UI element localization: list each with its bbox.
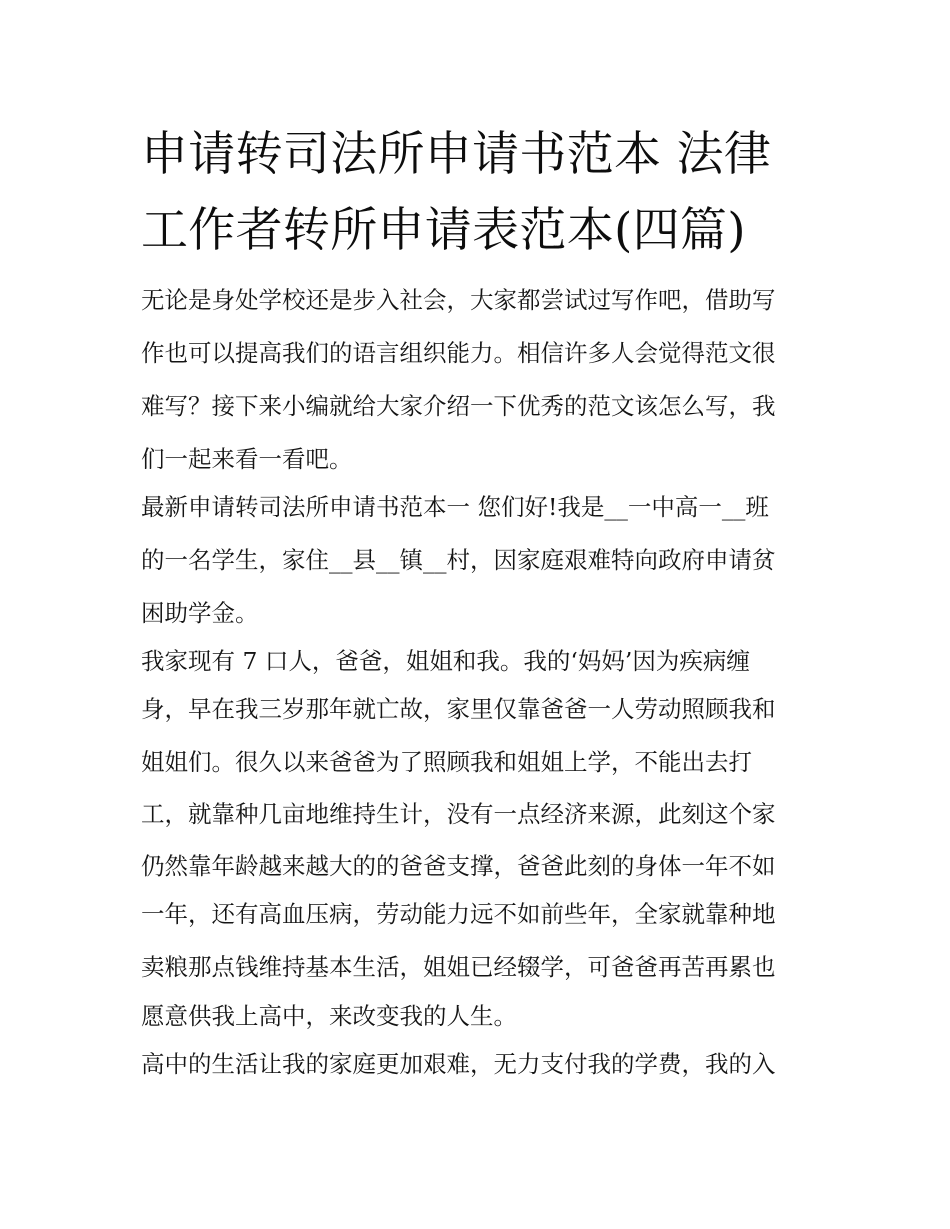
document-title <box>141 117 821 269</box>
body-line: 身，早在我三岁那年就亡故，家里仅靠爸爸一人劳动照顾我和 <box>141 695 776 723</box>
body-line: 仍然靠年龄越来越大的的爸爸支撑，爸爸此刻的身体一年不如 <box>141 852 776 880</box>
body-line: 姐姐们。很久以来爸爸为了照顾我和姐姐上学，不能出去打 <box>141 748 752 776</box>
body-line: 最新申请转司法所申请书范本一 您们好!我是__一中高一__班 <box>141 493 769 521</box>
body-line: 困助学金。 <box>141 599 259 627</box>
title-line-2: 工作者转所申请表范本(四篇) <box>141 203 746 258</box>
body-line: 卖粮那点钱维持基本生活，姐姐已经辍学，可爸爸再苦再累也 <box>141 953 776 981</box>
body-line: 我家现有 7 口人，爸爸，姐姐和我。我的‘妈妈’因为疾病缠 <box>141 647 750 675</box>
title-line-1: 申请转司法所申请书范本 法律 <box>141 127 772 182</box>
body-line: 无论是身处学校还是步入社会，大家都尝试过写作吧，借助写 <box>141 286 776 314</box>
body-line: 工，就靠种几亩地维持生计，没有一点经济来源，此刻这个家 <box>141 800 776 828</box>
body-line: 难写？接下来小编就给大家介绍一下优秀的范文该怎么写，我 <box>141 392 776 420</box>
body-line: 一年，还有高血压病，劳动能力远不如前些年，全家就靠种地 <box>141 900 776 928</box>
body-line: 的一名学生，家住__县__镇__村，因家庭艰难特向政府申请贫 <box>141 546 776 574</box>
body-line: 愿意供我上高中，来改变我的人生。 <box>141 1002 517 1030</box>
body-line: 高中的生活让我的家庭更加艰难，无力支付我的学费，我的入 <box>141 1050 776 1078</box>
body-line: 作也可以提高我们的语言组织能力。相信许多人会觉得范文很 <box>141 339 776 367</box>
body-line: 们一起来看一看吧。 <box>141 445 353 473</box>
